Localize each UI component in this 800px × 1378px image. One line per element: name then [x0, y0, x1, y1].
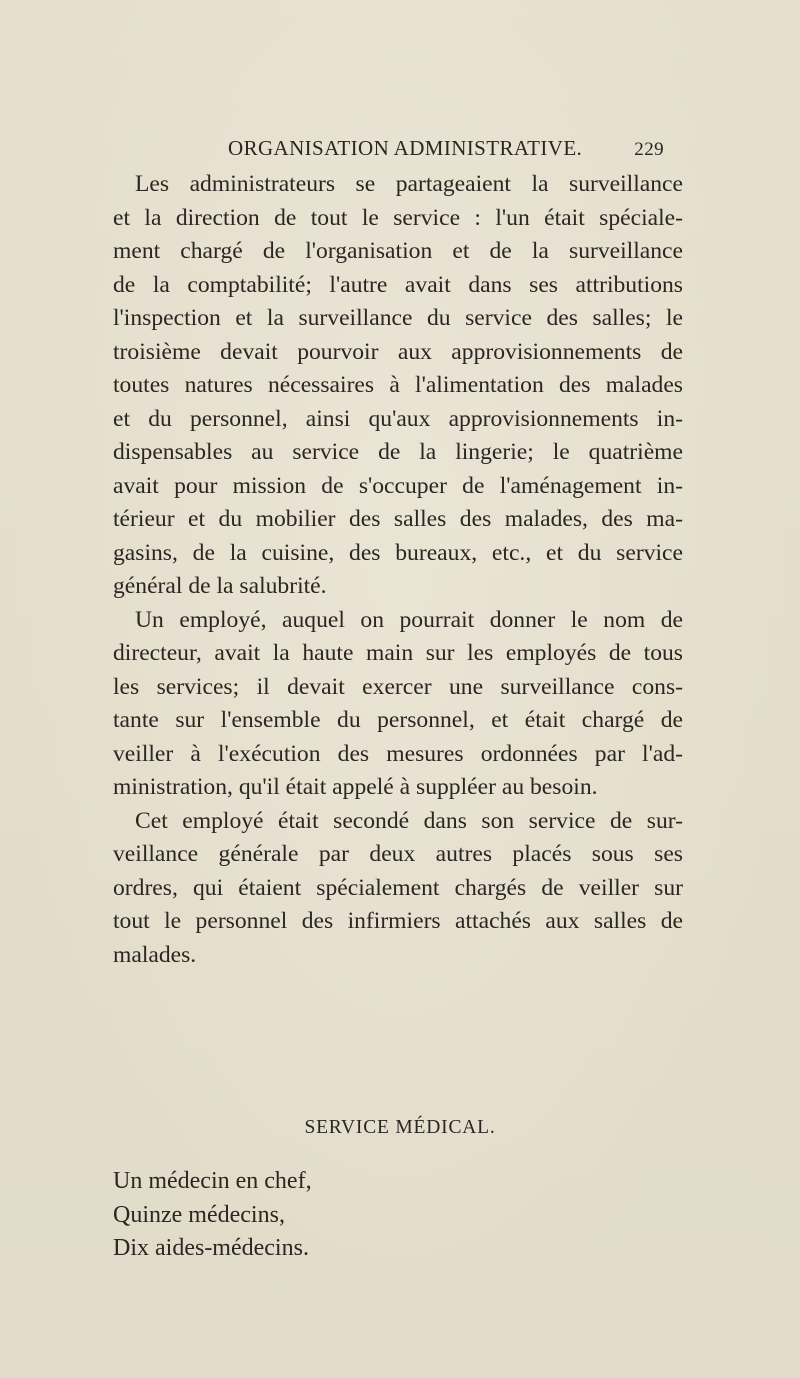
- text-line: veillance générale par deux autres placés sous ses: [113, 841, 683, 867]
- staff-list-item: Dix aides-médecins.: [113, 1235, 309, 1261]
- text-line: veiller à l'exécution des mesures ordonnées par l'ad-: [113, 740, 683, 767]
- staff-list: [113, 1165, 312, 1266]
- text-line: Les administrateurs se partageaient la surveillance: [135, 171, 683, 197]
- text-line: ordres, qui étaient spécialement chargés de veiller sur: [113, 874, 683, 901]
- text-line: toutes natures nécessaires à l'alimentation des malades: [113, 372, 683, 398]
- text-line: avait pour mission de s'occuper de l'aménagement in-: [113, 472, 683, 499]
- text-line: Cet employé était secondé dans son service de sur-: [135, 807, 683, 834]
- text-line: tout le personnel des infirmiers attachés aux salles de: [113, 908, 683, 934]
- text-line: général de la salubrité.: [113, 573, 327, 599]
- text-line: et du personnel, ainsi qu'aux approvisionnements in-: [113, 405, 683, 432]
- text-line: malades.: [113, 941, 197, 968]
- text-line: directeur, avait la haute main sur les employés de tous: [113, 640, 683, 666]
- text-line: ment chargé de l'organisation et de la surveillance: [113, 238, 683, 264]
- text-line: dispensables au service de la lingerie; le quatrième: [113, 439, 683, 465]
- text-line: ministration, qu'il était appelé à suppléer au besoin.: [113, 774, 598, 800]
- text-line: tante sur l'ensemble du personnel, et était chargé de: [113, 707, 683, 733]
- text-line: et la direction de tout le service : l'un était spéciale-: [113, 204, 683, 231]
- section-heading: SERVICE MÉDICAL.: [304, 1117, 496, 1138]
- text-line: l'inspection et la surveillance du service des salles; le: [113, 305, 683, 331]
- text-line: les services; il devait exercer une surveillance cons-: [113, 673, 683, 700]
- text-line: Un employé, auquel on pourrait donner le nom de: [135, 606, 683, 633]
- staff-list-item: Un médecin en chef,: [113, 1168, 312, 1194]
- body-text: [113, 168, 683, 972]
- page-number: 229: [634, 139, 664, 160]
- text-line: de la comptabilité; l'autre avait dans ses attributions: [113, 271, 683, 298]
- text-line: troisième devait pourvoir aux approvisionnements de: [113, 338, 683, 365]
- text-line: térieur et du mobilier des salles des malades, des ma-: [113, 506, 683, 532]
- text-line: gasins, de la cuisine, des bureaux, etc., et du service: [113, 539, 683, 566]
- staff-list-item: Quinze médecins,: [113, 1201, 285, 1228]
- running-head: [228, 130, 664, 160]
- running-title: ORGANISATION ADMINISTRATIVE.: [228, 136, 583, 160]
